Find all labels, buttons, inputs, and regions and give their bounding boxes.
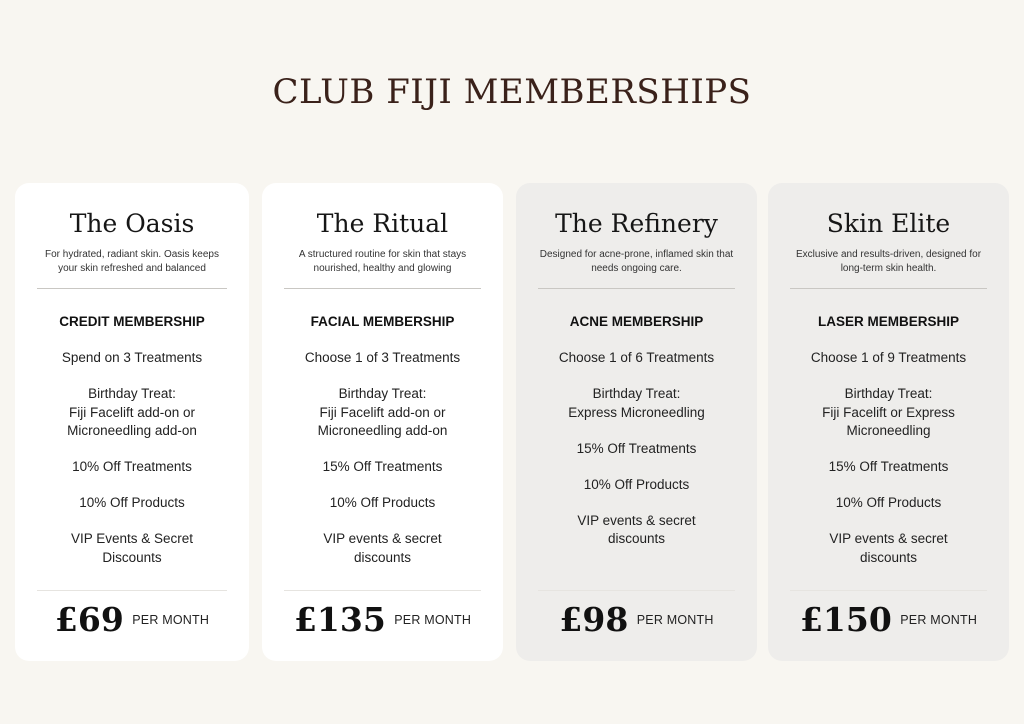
feature-item: 10% Off Products <box>79 495 185 510</box>
feature-item: VIP events & secret discounts <box>577 512 696 546</box>
price-row <box>262 600 503 639</box>
card-description: A structured routine for skin that stays nourished, healthy and glowing <box>298 249 467 274</box>
price-divider <box>538 590 735 591</box>
feature-list <box>526 349 747 566</box>
feature-item: Birthday Treat: Fiji Facelift add-on or Microneedling add-on <box>317 386 448 438</box>
membership-card-skin-elite[interactable] <box>768 183 1009 661</box>
feature-item: Spend on 3 Treatments <box>61 350 203 365</box>
price-divider <box>37 590 227 591</box>
card-description: For hydrated, radiant skin. Oasis keeps your skin refreshed and balanced <box>45 249 219 274</box>
price-amount: £135 <box>293 600 386 639</box>
feature-item: 15% Off Treatments <box>828 459 949 474</box>
feature-list <box>778 349 999 585</box>
price-period: PER MONTH <box>636 612 714 627</box>
price-divider <box>284 590 481 591</box>
membership-card-ritual[interactable] <box>262 183 503 661</box>
price-amount: £150 <box>799 600 892 639</box>
feature-item: 10% Off Treatments <box>72 459 192 474</box>
price-period: PER MONTH <box>394 612 472 627</box>
card-divider <box>284 288 481 289</box>
card-divider <box>790 288 987 289</box>
price-divider <box>790 590 987 591</box>
card-title: The Oasis <box>69 209 195 238</box>
feature-item: VIP Events & Secret Discounts <box>70 531 194 565</box>
feature-item: Birthday Treat: Fiji Facelift add-on or Microneedling add-on <box>67 386 197 438</box>
feature-item: Birthday Treat: Fiji Facelift or Express Microneedling <box>822 386 955 438</box>
price-period: PER MONTH <box>132 612 210 627</box>
membership-card-refinery[interactable] <box>516 183 757 661</box>
membership-card-oasis[interactable] <box>15 183 249 661</box>
feature-item: VIP events & secret discounts <box>829 531 948 565</box>
feature-item: 10% Off Products <box>583 476 690 492</box>
price-amount: £98 <box>559 600 629 639</box>
feature-item: Choose 1 of 6 Treatments <box>558 350 715 365</box>
card-title: Skin Elite <box>826 209 951 238</box>
feature-item: Choose 1 of 3 Treatments <box>304 350 461 365</box>
feature-item: VIP events & secret discounts <box>323 531 442 565</box>
card-title: The Ritual <box>316 209 449 238</box>
membership-type: CREDIT MEMBERSHIP <box>59 314 205 329</box>
membership-type: ACNE MEMBERSHIP <box>569 314 704 329</box>
feature-list <box>272 349 493 585</box>
card-description: Exclusive and results-driven, designed for long-term skin health. <box>795 249 982 274</box>
card-title: The Refinery <box>555 209 718 238</box>
card-description: Designed for acne-prone, inflamed skin that needs ongoing care. <box>539 249 734 274</box>
price-row <box>516 600 757 639</box>
feature-item: 10% Off Products <box>835 495 942 510</box>
card-divider <box>37 288 227 289</box>
card-divider <box>538 288 735 289</box>
feature-item: 15% Off Treatments <box>322 459 443 474</box>
page-title: CLUB FIJI MEMBERSHIPS <box>272 72 752 112</box>
price-row <box>15 600 249 639</box>
feature-item: 10% Off Products <box>329 495 436 510</box>
feature-item: Birthday Treat: Express Microneedling <box>568 386 705 420</box>
feature-item: Choose 1 of 9 Treatments <box>810 350 967 365</box>
membership-type: FACIAL MEMBERSHIP <box>310 314 455 329</box>
price-amount: £69 <box>54 600 124 639</box>
price-row <box>768 600 1009 639</box>
membership-type: LASER MEMBERSHIP <box>817 314 959 329</box>
feature-list <box>25 349 239 585</box>
price-period: PER MONTH <box>900 612 978 627</box>
feature-item: 15% Off Treatments <box>576 440 697 456</box>
